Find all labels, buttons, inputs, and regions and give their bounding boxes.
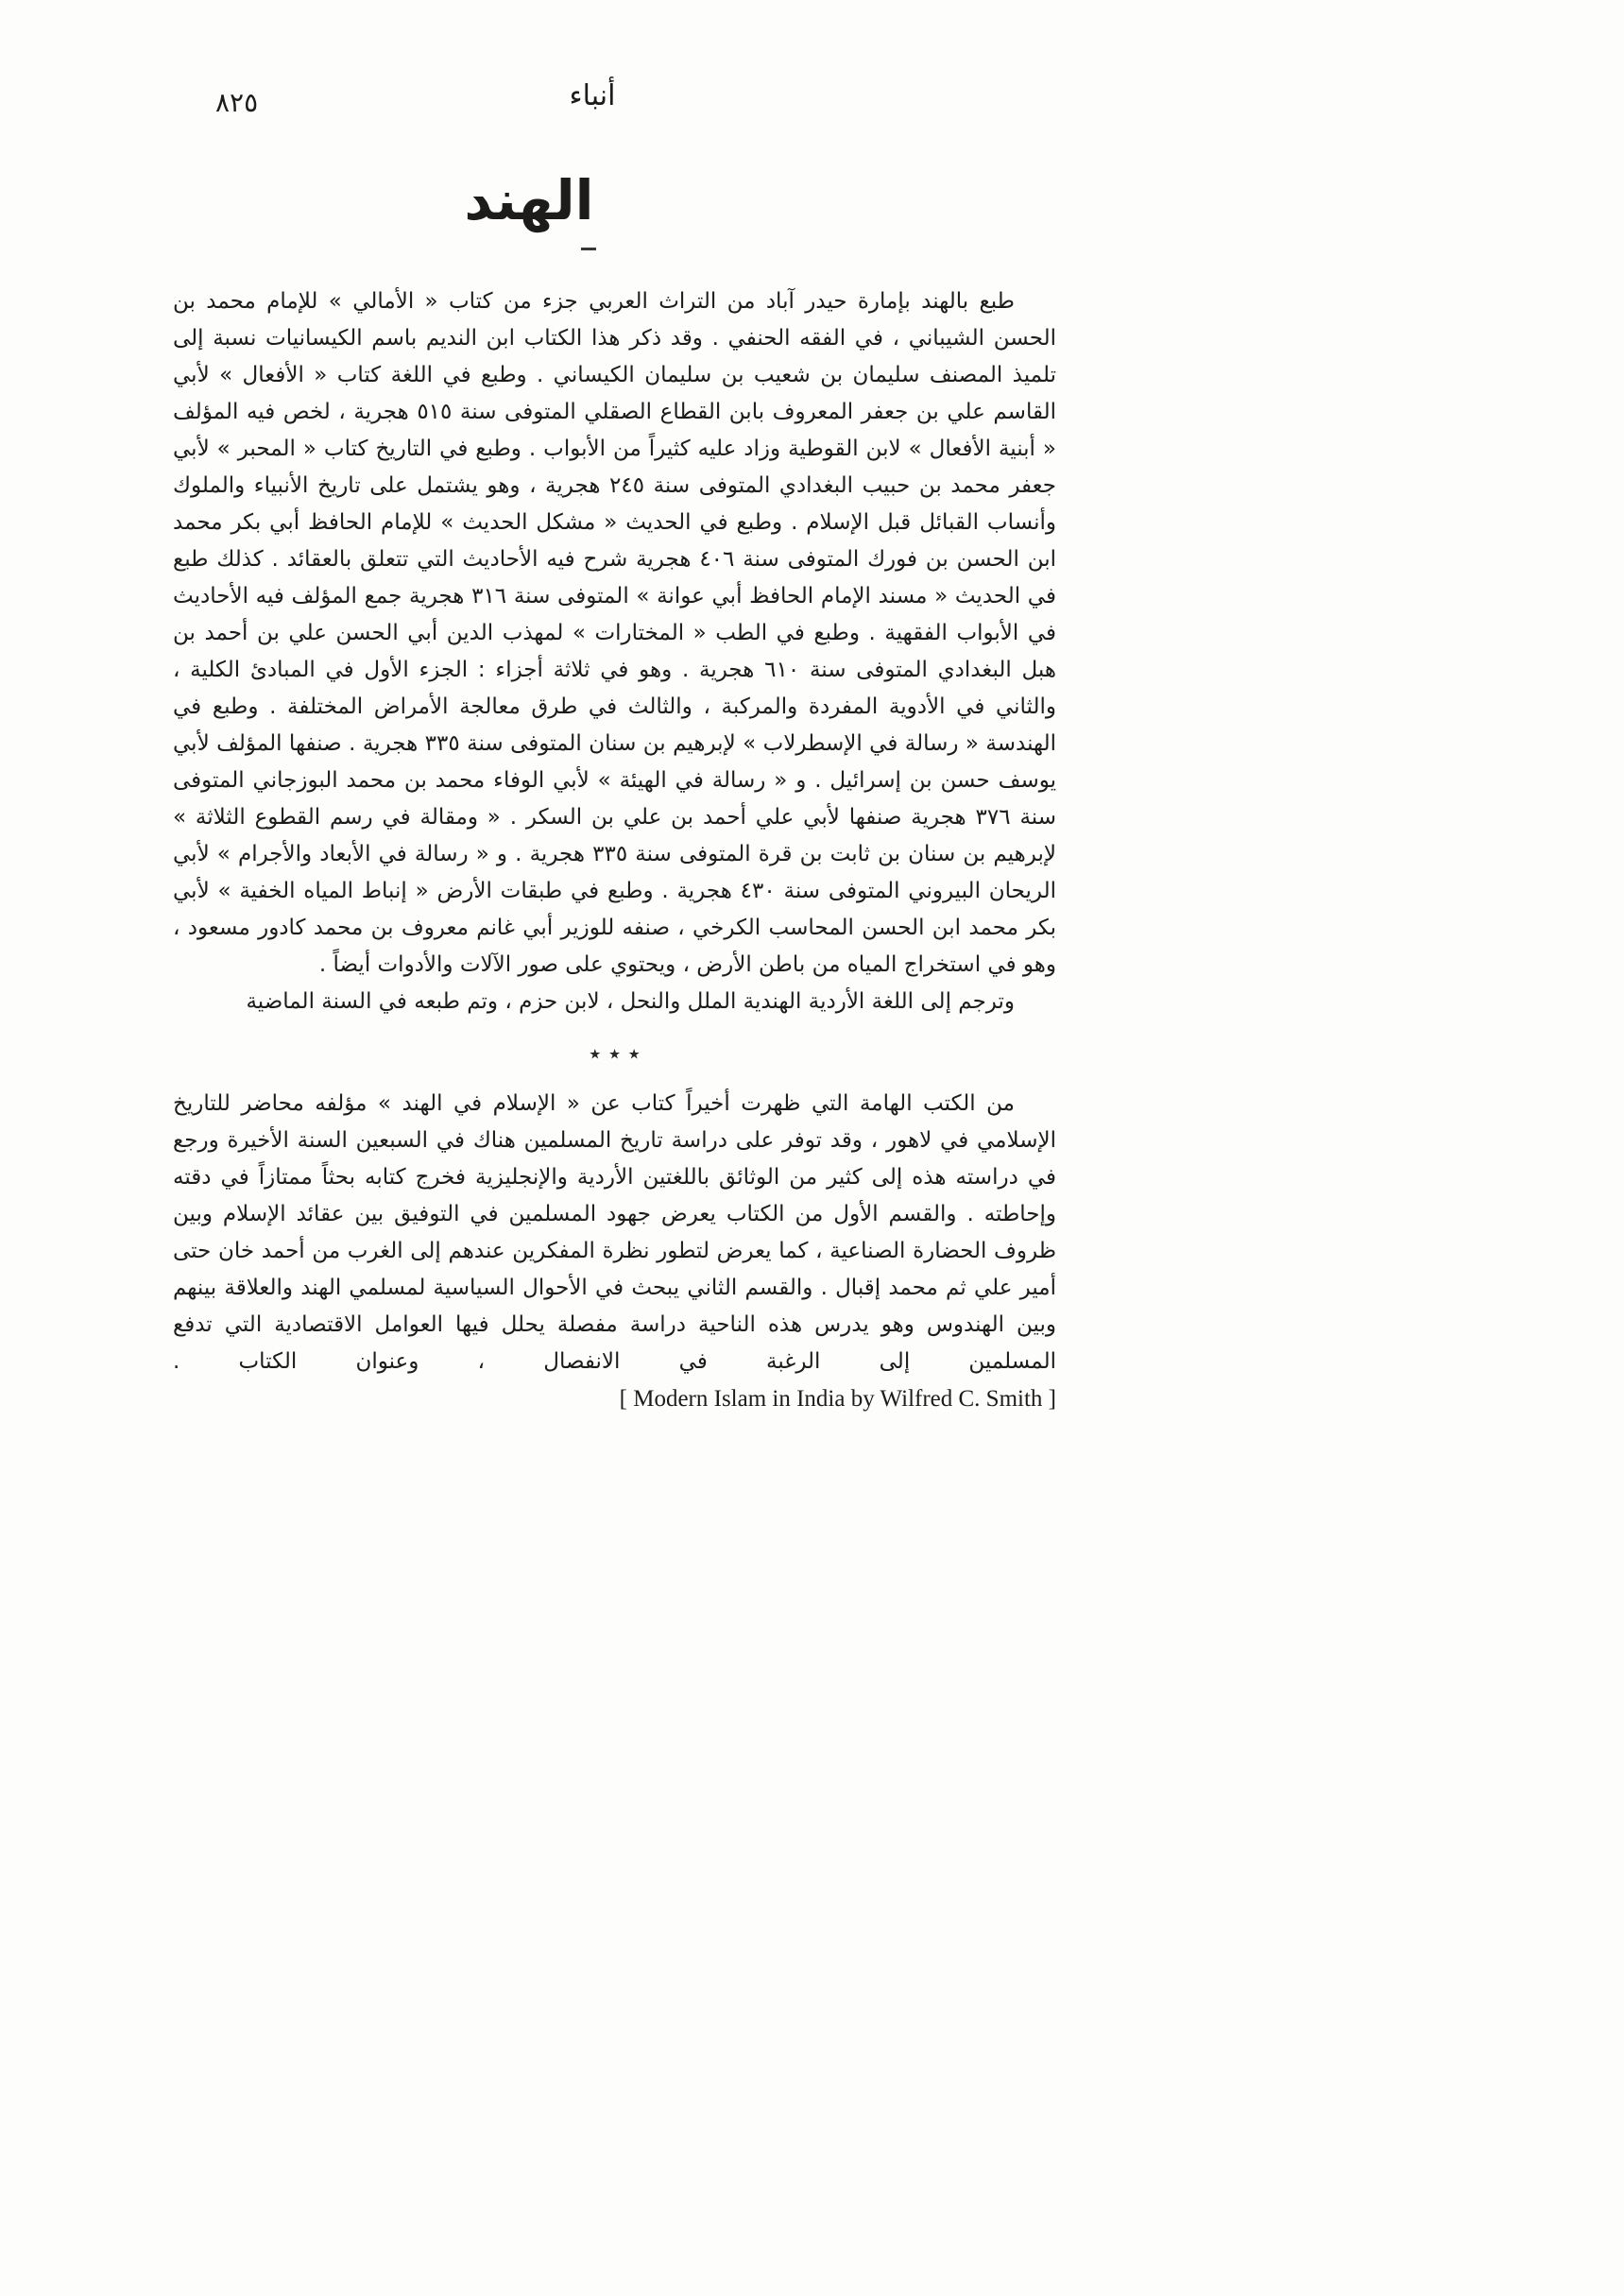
running-head: أنباء [569, 79, 616, 112]
title-rule [581, 248, 596, 250]
paragraph-1: طبع بالهند بإمارة حيدر آباد من التراث العربي جزء من كتاب « الأمالي » للإمام محمد بن الحسن الشيباني ، في الفقه الحنفي . وقد ذكر هذا الكتاب ابن النديم باسم الكيسانيات نسبة إلى تلميذ المصنف سليمان بن شعيب بن سليمان الكيساني . وطبع في اللغة كتاب « الأفعال » لأبي القاسم علي بن جعفر المعروف بابن القطاع الصقلي المتوفى سنة ٥١٥ هجرية ، لخص فيه المؤلف « أبنية الأفعال » لابن القوطية وزاد عليه كثيراً من الأبواب . وطبع في التاريخ كتاب « المحبر » لأبي جعفر محمد بن حبيب البغدادي المتوفى سنة ٢٤٥ هجرية ، وهو يشتمل على تاريخ الأنبياء والملوك وأنساب القبائل قبل الإسلام . وطبع في الحديث « مشكل الحديث » للإمام الحافظ أبي بكر محمد ابن الحسن بن فورك المتوفى سنة ٤٠٦ هجرية شرح فيه الأحاديث التي تتعلق بالعقائد . كذلك طبع في الحديث « مسند الإمام الحافظ أبي عوانة » المتوفى سنة ٣١٦ هجرية جمع المؤلف فيه الأحاديث في الأبواب الفقهية . وطبع في الطب « المختارات » لمهذب الدين أبي الحسن علي بن أحمد بن هبل البغدادي المتوفى سنة ٦١٠ هجرية . وهو في ثلاثة أجزاء : الجزء الأول في المبادئ الكلية ، والثاني في الأدوية المفردة والمركبة ، والثالث في طرق معالجة الأمراض المختلفة . وطبع في الهندسة « رسالة في الإسطرلاب » لإبرهيم بن سنان المتوفى سنة ٣٣٥ هجرية . صنفها المؤلف لأبي يوسف حسن بن إسرائيل . و « رسالة في الهيئة » لأبي الوفاء محمد بن محمد البوزجاني المتوفى سنة ٣٧٦ هجرية صنفها لأبي علي أحمد بن علي بن السكر . « ومقالة في رسم القطوع الثلاثة » لإبرهيم بن سنان بن ثابت بن قرة المتوفى سنة ٣٣٥ هجرية . و « رسالة في الأبعاد والأجرام » لأبي الريحان البيروني المتوفى سنة ٤٣٠ هجرية . وطبع في طبقات الأرض « إنباط المياه الخفية » لأبي بكر محمد ابن الحسن المحاسب الكرخي ، صنفه للوزير أبي غانم معروف بن محمد كادور مسعود ، وهو في استخراج المياه من باطن الأرض ، ويحتوي على صور الآلات والأدوات أيضاً . [173, 289, 1057, 977]
book-citation: [ Modern Islam in India by Wilfred C. Smith ] [619, 1386, 1056, 1412]
page-title: الهند [464, 168, 594, 232]
paragraph-2-text: من الكتب الهامة التي ظهرت أخيراً كتاب عن « الإسلام في الهند » مؤلفه محاضر للتاريخ الإسلامي في لاهور ، وقد توفر على دراسة تاريخ المسلمين هناك في السبعين السنة الأخيرة ورجع في دراسته هذه إلى كثير من الوثائق باللغتين الأردية والإنجليزية فخرج كتابه بحثاً ممتازاً في دقته وإحاطته . والقسم الأول من الكتاب يعرض جهود المسلمين في التوفيق بين عقائد الإسلام وبين ظروف الحضارة الصناعية ، كما يعرض لتطور نظرة المفكرين عندهم إلى الغرب من أحمد خان حتى أمير علي ثم محمد إقبال . والقسم الثاني يبحث في الأحوال السياسية لمسلمي الهند والعلاقة بينهم وبين الهندوس وهو يدرس هذه الناحية دراسة مفصلة يحلل فيها العوامل الاقتصادية التي تدفع المسلمين إلى الرغبة في الانفصال ، وعنوان الكتاب . [173, 1091, 1056, 1374]
article-body [173, 283, 1056, 1418]
page-number: ٨٢٥ [215, 87, 259, 118]
translation-note: وترجم إلى اللغة الأردية الهندية الملل والنحل ، لابن حزم ، وتم طبعه في السنة الماضية [246, 989, 1015, 1014]
paragraph-2 [173, 1086, 1056, 1418]
section-separator: ٭ ٭ ٭ [589, 1040, 641, 1067]
